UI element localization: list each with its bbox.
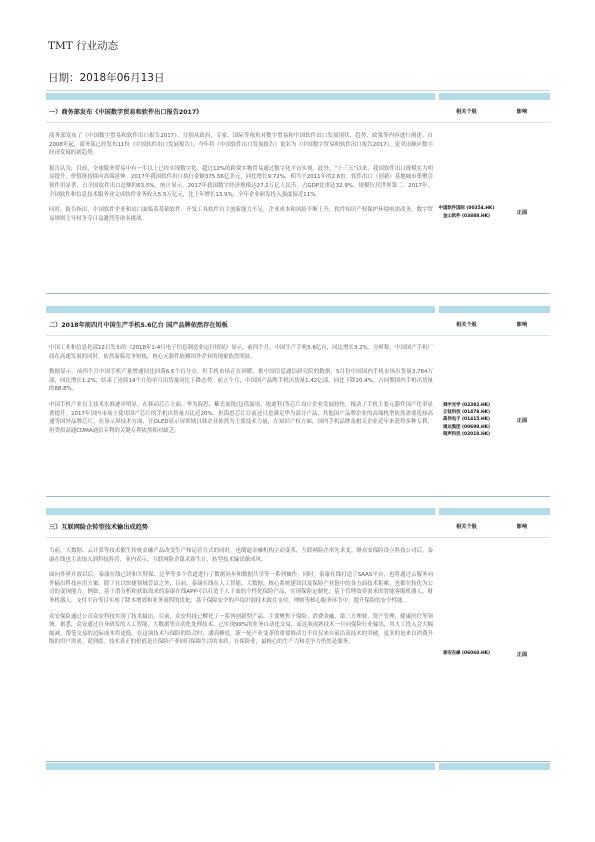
section-band xyxy=(46,763,550,770)
related-stocks-header: 相关个股 xyxy=(456,321,477,328)
section-header xyxy=(46,313,550,335)
related-stocks xyxy=(439,344,494,496)
section-band xyxy=(46,508,550,515)
paragraph: 面向外界开放以后，泰康在线已经和大特保、泛华等多个管道进行了数据同步和数据共享等一系列操作。同时，泰康在线打造了SAAS平台，也将通过云服务向外输出科技应用方案。除了在以快捷领域尝试之外，目前，泰康在线在人工智能、大数据、核心系统建设以及保险产业链中的各方面技术积累，也都在转化为公司的变现能力。例如，基于潜分析和获取需求的泰康在线APP可以打造千人千面的个性化保险产品，实现保险定制化；基于管理效率需求的智能客服机器人、财务机器人、支付平台等目实现了降本增效和业务流程的优化；基于保障安全的声纹识别技术致在支付，理赔等核心服务环节中，提升保险的安全性能。 xyxy=(49,572,433,604)
stock-item: 通达集团 (00698.HK) xyxy=(442,424,491,430)
related-stocks xyxy=(439,547,494,761)
section-band xyxy=(46,306,550,313)
stock-item: 金山软件 (03888.HK) xyxy=(442,213,491,219)
section-body xyxy=(46,538,550,761)
paragraph: 报告认为，目前，全球服务贸易中有一半以上已经实现数字化，超过12%的跨境实物贸易通过数字化平台实现。此外，“十三五”以来，我国软件出口规模实力明显提升，价值链持续向高端延伸。2017年我国软件出口执行金额375.56亿美元，同比增长9.72%，相当于2011年的2.6倍。软件出口（创新）基地城市集聚引领作用显著，占全国软件出口总额的63.5%。统计显示，2017年我国数字经济规模达27.2万亿人民币，占GDP比重达32.9%，规模位居世界第二。2017年，全国软件和信息技术服务业完成软件业务收入5.5万亿元，比上年增长13.9%，全年企业研发投入强度接近11%。 xyxy=(49,165,433,198)
paragraph: 数据显示，前四个月中国手机产量增速同比回落6.6个百分点。但手机市场正在回暖，据中国信息通信研究院的数据，5月份中国国内手机市场出货量3,784万部，同比增长1.2%，结束了连续14个月的单月出货量同比下降态势。前五个月，中国国产品牌手机出货量1.42亿部，同比下降20.4%，占同期国内手机出货量的88.8%。 xyxy=(49,369,433,393)
impact-header: 影响 xyxy=(516,321,528,328)
stock-item: 丘钛科技 (01478.HK) xyxy=(442,410,491,416)
section-body xyxy=(46,123,550,293)
related-stocks xyxy=(439,132,494,293)
document-title: TMT 行业动态 xyxy=(48,40,119,52)
header-divider xyxy=(46,90,550,91)
section-text xyxy=(46,132,439,293)
stock-item: 舜宇光学 (02382.HK) xyxy=(442,402,491,408)
stock-item: 高伟电子 (01415.HK) xyxy=(442,417,491,423)
impact-value: 正面 xyxy=(516,651,528,658)
news-section-2 xyxy=(46,306,550,497)
stock-item: 瑞声科技 (02018.HK) xyxy=(442,431,491,437)
section-text xyxy=(46,344,439,496)
paragraph: 中国手机产业自主技术水准逐步明显。在移动芯片方面，华为海思、紫光展锐(包括展讯、锐迪科)等芯片设计企业发展较快，推动了手机主要元器件国产化率显著提升。2017年国内市场上使用国产芯片的手机出货量占比近20%。但海思芯片目前还只是满足华为部分产品，其他国产品牌企业的高端机型依然需要选择高通等国外品牌芯片。在显示屏技术方面，在OLED显示屏领域日韩企业依然为主要技术力量，在知识产权方面，国内手机品牌及相关企业近年来获得多种专利，但类似高通CDMA通信专利的关键专利依然相对缺乏。 xyxy=(49,401,433,434)
paragraph: 商务部发布了《中国数字贸易和软件出口报告2017》，分别从政府、专家、国际等视角对数字贸易和中国软件出口发展现状、趋势、政策等内容进行阐述。自2008年起，商务部已经发布11份《中国软件出口发展报告》，今年将《中国软件出口发展报告》更名为《中国数字贸易和软件出口报告2017》，更突出顺应数字经济发展的新趋势。 xyxy=(49,133,433,157)
impact-header: 影响 xyxy=(516,523,528,530)
news-section-1 xyxy=(46,93,550,294)
section-body xyxy=(46,336,550,496)
section-title: 一）商务部发布《中国数字贸易和软件出口报告2017》 xyxy=(49,108,203,116)
related-stocks-header: 相关个股 xyxy=(456,108,477,115)
section-title: 二）2018年前四月中国生产手机5.6亿台 国产品牌依然存在短板 xyxy=(49,321,228,329)
section-header xyxy=(46,100,550,122)
impact-header: 影响 xyxy=(516,108,528,115)
stock-item: 中国软件国际 (00354.HK) xyxy=(438,206,495,212)
stock-item: 泰安在線 (06060.HK) xyxy=(442,651,491,657)
section-text xyxy=(46,547,439,761)
news-section-3 xyxy=(46,508,550,770)
paragraph: 中国工业和信息化部12日发布的《2018年1-4月电子信息制造业运行情况》显示，前四个月，中国生产手机5.6亿台，同比增长3.2%。分析称，中国国产手机厂商在高速发展的同时，依然面临竞争短板，核心元器件依赖国外企业的现象依然明显。 xyxy=(49,345,433,360)
document-header xyxy=(48,38,548,85)
section-title: 三）互联网险企转型技术输出成趋势 xyxy=(49,523,148,531)
section-header xyxy=(46,515,550,537)
paragraph: 当前，大数据、云计算等技术催生传统金融产品改变生产和运营方式的同时，也倒逼金融机构主动变革，互联网险企率先求变。继众安保险设立科技公司后，泰康在线也主动加入到科技阵营，业内表示，互联网险企谋求新生计，转型技术输出渐成风。 xyxy=(49,548,433,563)
impact-value: 正面 xyxy=(516,210,528,216)
related-stocks-header: 相关个股 xyxy=(456,523,477,530)
paragraph: 同时，报告指出，中国软件企业和出口面临着基础软件、开发工具软件自主创新能力不足，企业成本和风险不断上升，软件知识产权保护环境亟需改善，数字贸易规则主导权争夺日益激烈等诸多挑战。 xyxy=(49,207,433,222)
impact-value: 正面 xyxy=(516,417,528,424)
document-date: 日期：2018年06月13日 xyxy=(48,72,165,84)
paragraph: 众安保险通过公司众安科技实现了技术输出。目前，众安科技已孵化了一系列创新型产品，主要聚焦于保险、消费金融、第三方理财、资产管理、健康医疗等领域。据悉，众安通过自身研发的人工智能、大数据等自动化处理技术，已实现99%的业务自动化交易，而这项成熟技术一旦向保险行业输出，其人工投入会大幅缩减，帮笔交易的边际成本将更低。在这项技术与保险的结合时，潘高峰说，新一轮产业变革的重要推动力不仅仅来自前沿高技术的突破，更多的是来自消费升级的用户需求。说到底，技术真正的价值是让保险产业回归保障生活的本质，在保险业，最核心的生产力和竞争力仍然是服务。 xyxy=(49,613,433,646)
section-band xyxy=(46,93,550,100)
